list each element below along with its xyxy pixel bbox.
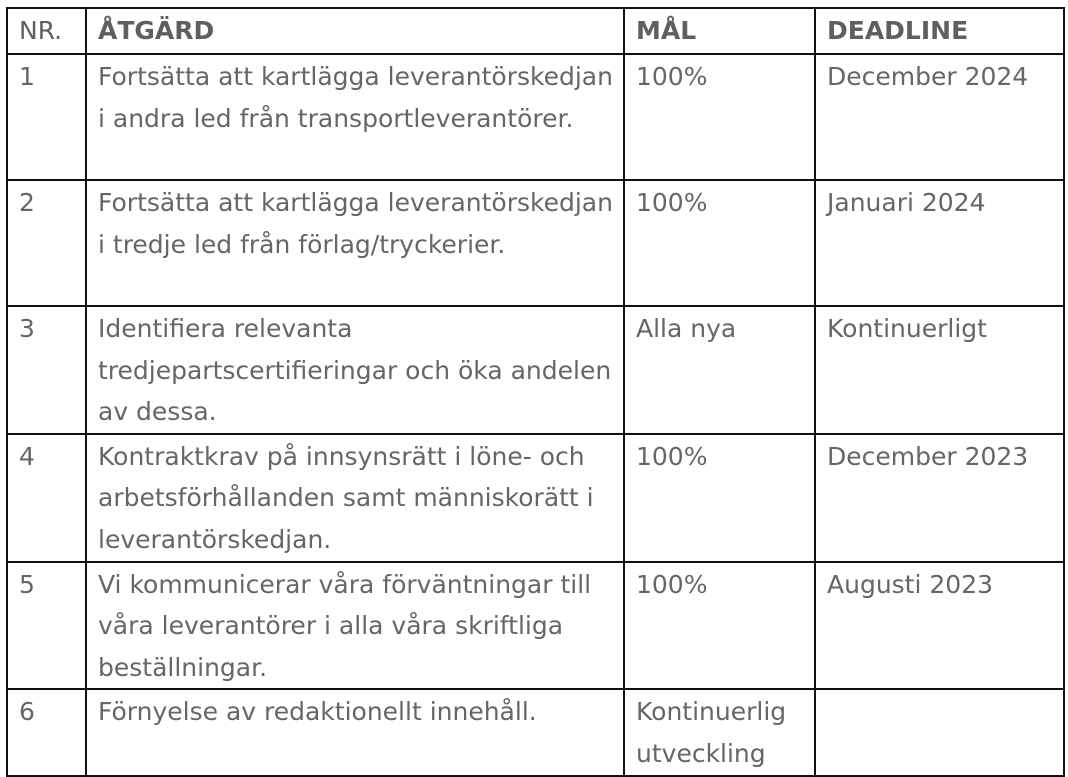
header-deadline: DEADLINE xyxy=(815,8,1064,54)
table-row xyxy=(7,306,1064,434)
cell-action: Kontraktkrav på innsynsrätt i löne- och arbetsförhållanden samt människorätt i leverantörskedjan. xyxy=(86,434,624,562)
cell-nr: 2 xyxy=(7,180,86,306)
cell-deadline: Augusti 2023 xyxy=(815,562,1064,690)
table-header-row xyxy=(7,8,1064,54)
cell-action: Vi kommunicerar våra förväntningar till våra leverantörer i alla våra skriftliga beställningar. xyxy=(86,562,624,690)
cell-action: Fortsätta att kartlägga leverantörskedjan i andra led från transportleverantörer. xyxy=(86,54,624,180)
cell-goal: 100% xyxy=(624,180,815,306)
table-row xyxy=(7,562,1064,690)
cell-goal: Alla nya xyxy=(624,306,815,434)
cell-nr: 6 xyxy=(7,689,86,775)
cell-goal: 100% xyxy=(624,434,815,562)
header-goal: MÅL xyxy=(624,8,815,54)
cell-deadline: Januari 2024 xyxy=(815,180,1064,306)
table-row xyxy=(7,54,1064,180)
cell-nr: 4 xyxy=(7,434,86,562)
table-row xyxy=(7,180,1064,306)
cell-deadline: December 2023 xyxy=(815,434,1064,562)
cell-nr: 3 xyxy=(7,306,86,434)
cell-deadline: December 2024 xyxy=(815,54,1064,180)
cell-deadline xyxy=(815,689,1064,775)
cell-nr: 5 xyxy=(7,562,86,690)
cell-action: Identifiera relevanta tredjepartscertifieringar och öka andelen av dessa. xyxy=(86,306,624,434)
cell-deadline: Kontinuerligt xyxy=(815,306,1064,434)
header-action: ÅTGÄRD xyxy=(86,8,624,54)
table-row xyxy=(7,434,1064,562)
cell-action: Fortsätta att kartlägga leverantörskedjan i tredje led från förlag/tryckerier. xyxy=(86,180,624,306)
header-nr: NR. xyxy=(7,8,86,54)
cell-action: Förnyelse av redaktionellt innehåll. xyxy=(86,689,624,775)
cell-goal: Kontinuerlig utveckling xyxy=(624,689,815,775)
cell-goal: 100% xyxy=(624,562,815,690)
cell-nr: 1 xyxy=(7,54,86,180)
action-plan-table xyxy=(6,7,1065,777)
table-row xyxy=(7,689,1064,775)
action-plan-table-wrapper xyxy=(6,7,1065,777)
cell-goal: 100% xyxy=(624,54,815,180)
